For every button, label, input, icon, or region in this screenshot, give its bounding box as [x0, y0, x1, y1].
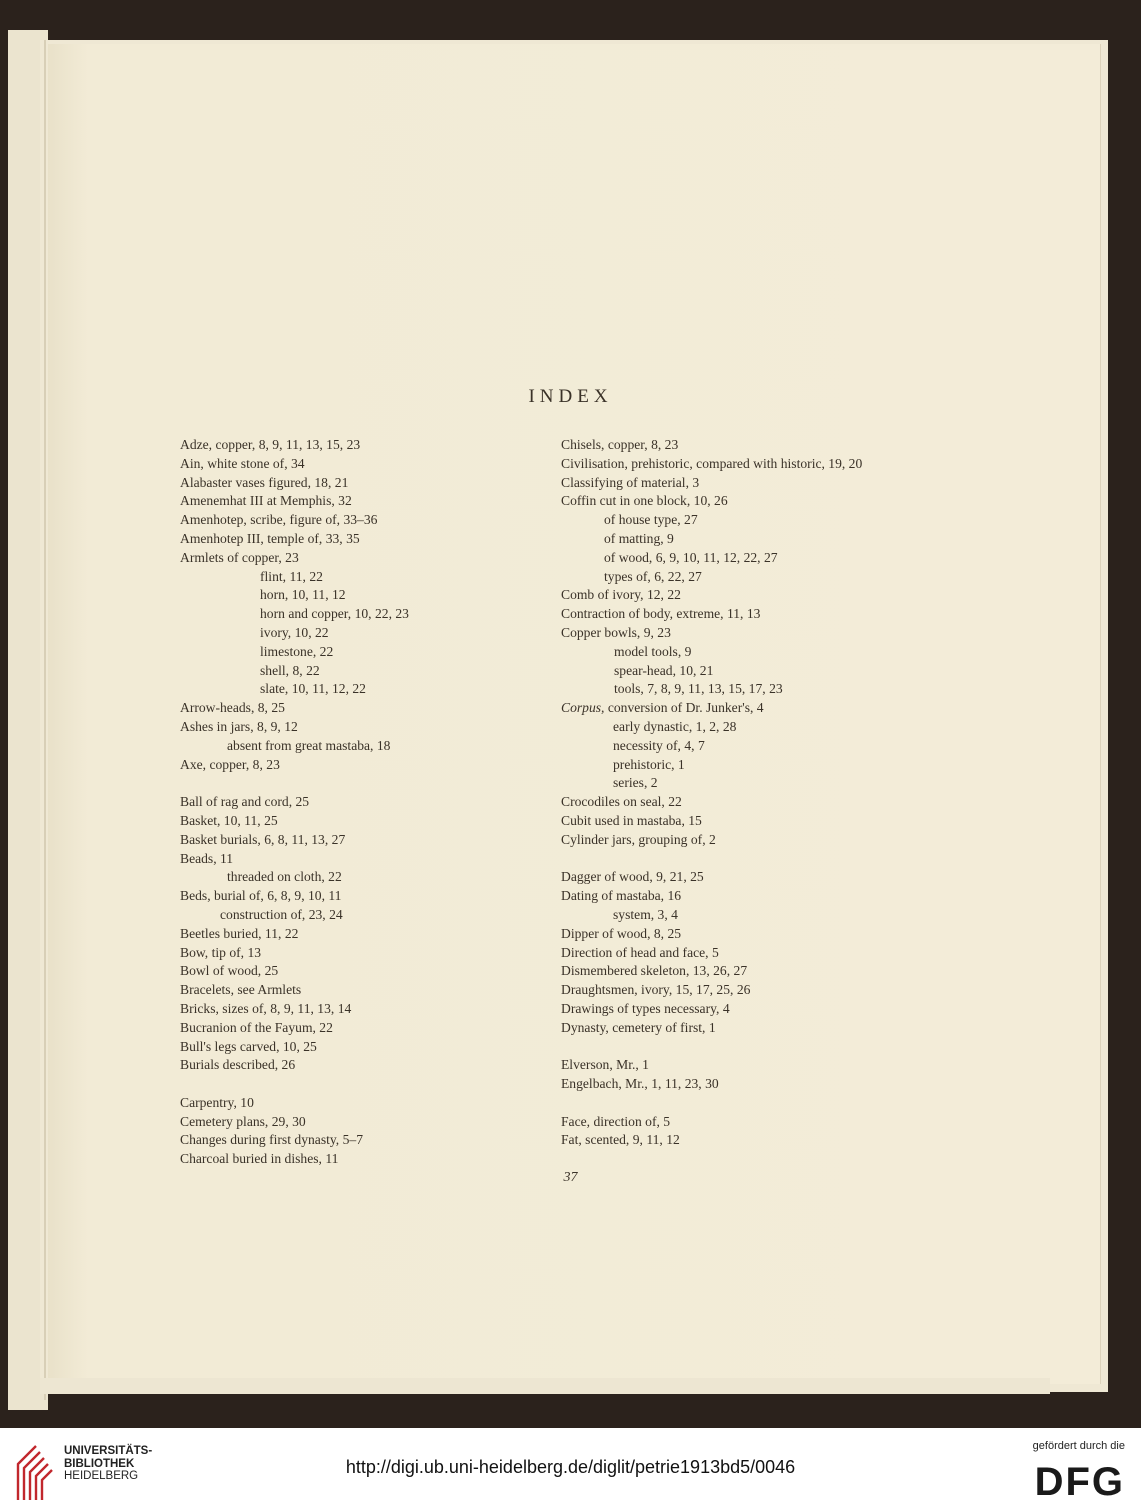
entry-text: Axe, copper, 8, 23	[180, 756, 280, 772]
funded-by-label: gefördert durch die	[1032, 1440, 1125, 1452]
index-column-right	[561, 436, 961, 1150]
entry-text: shell, 8, 22	[260, 662, 320, 678]
index-entry	[561, 455, 961, 474]
index-subentry	[180, 605, 530, 624]
entry-lead-italic: Corpus,	[561, 700, 605, 716]
page-bottom-strip	[40, 1378, 1050, 1394]
entry-text: Ball of rag and cord, 25	[180, 794, 310, 810]
index-entry	[180, 944, 530, 963]
entry-text: Adze, copper, 8, 9, 11, 13, 15, 23	[180, 437, 361, 452]
index-entry	[561, 1000, 961, 1019]
entry-text: Burials described, 26	[180, 1057, 296, 1073]
index-entry	[561, 1019, 961, 1038]
entry-text: Bow, tip of, 13	[180, 944, 262, 960]
index-subentry	[561, 718, 961, 737]
index-subentry	[180, 586, 530, 605]
index-entry	[180, 699, 530, 718]
entry-text: limestone, 22	[260, 643, 334, 659]
entry-text: Dipper of wood, 8, 25	[561, 925, 682, 941]
index-entry	[180, 474, 530, 493]
index-entry	[561, 868, 961, 887]
entry-text: Bucranion of the Fayum, 22	[180, 1019, 333, 1035]
entry-text: Face, direction of, 5	[561, 1113, 671, 1129]
entry-text: Carpentry, 10	[180, 1094, 254, 1110]
entry-text: ivory, 10, 22	[260, 624, 329, 640]
index-subentry	[561, 662, 961, 681]
index-entry	[180, 492, 530, 511]
index-entry	[180, 718, 530, 737]
entry-text: Engelbach, Mr., 1, 11, 23, 30	[561, 1076, 719, 1092]
entry-gap	[180, 774, 530, 793]
index-entry	[180, 436, 530, 455]
index-subentry	[561, 756, 961, 775]
entry-text: threaded on cloth, 22	[227, 869, 342, 885]
index-entry	[561, 944, 961, 963]
index-subentry	[180, 568, 530, 587]
index-entry	[180, 1131, 530, 1150]
entry-text: Alabaster vases figured, 18, 21	[180, 474, 349, 490]
index-entry	[561, 1056, 961, 1075]
index-subentry	[180, 624, 530, 643]
entry-gap	[561, 1038, 961, 1057]
entry-text: Bowl of wood, 25	[180, 963, 279, 979]
entry-text: Civilisation, prehistoric, compared with historic, 19, 20	[561, 455, 863, 471]
entry-text: Amenhotep, scribe, figure of, 33–36	[180, 512, 378, 528]
entry-text: Classifying of material, 3	[561, 474, 700, 490]
index-entry	[180, 850, 530, 869]
entry-text: conversion of Dr. Junker's, 4	[607, 700, 764, 716]
entry-text: Drawings of types necessary, 4	[561, 1000, 730, 1016]
index-entry	[180, 530, 530, 549]
index-subentry	[180, 662, 530, 681]
entry-text: of house type, 27	[604, 512, 698, 528]
entry-text: Dismembered skeleton, 13, 26, 27	[561, 963, 748, 979]
library-name-line-1: UNIVERSITÄTS-	[64, 1445, 153, 1457]
entry-text: prehistoric, 1	[613, 756, 685, 772]
entry-text: Changes during first dynasty, 5–7	[180, 1132, 363, 1148]
entry-text: Chisels, copper, 8, 23	[561, 437, 679, 452]
entry-gap	[561, 1094, 961, 1113]
entry-text: Elverson, Mr., 1	[561, 1057, 649, 1073]
index-entry	[561, 492, 961, 511]
index-entry	[561, 699, 961, 718]
entry-text: Beetles buried, 11, 22	[180, 925, 299, 941]
index-subentry	[561, 530, 961, 549]
index-entry	[180, 756, 530, 775]
entry-text: Draughtsmen, ivory, 15, 17, 25, 26	[561, 982, 751, 998]
index-subentry	[180, 680, 530, 699]
entry-text: Basket, 10, 11, 25	[180, 812, 278, 828]
entry-text: Copper bowls, 9, 23	[561, 624, 671, 640]
entry-text: Cylinder jars, grouping of, 2	[561, 831, 716, 847]
index-entry	[561, 1113, 961, 1132]
index-entry	[180, 962, 530, 981]
entry-text: Bull's legs carved, 10, 25	[180, 1038, 317, 1054]
entry-text: Fat, scented, 9, 11, 12	[561, 1132, 680, 1148]
index-column-left	[180, 436, 530, 1169]
entry-text: Amenhotep III, temple of, 33, 35	[180, 530, 360, 546]
entry-text: Arrow-heads, 8, 25	[180, 700, 285, 716]
index-entry	[180, 455, 530, 474]
entry-text: Dating of mastaba, 16	[561, 888, 682, 904]
entry-text: Beds, burial of, 6, 8, 9, 10, 11	[180, 888, 342, 904]
entry-text: Bricks, sizes of, 8, 9, 11, 13, 14	[180, 1000, 352, 1016]
entry-text: necessity of, 4, 7	[613, 737, 705, 753]
library-name-line-2: BIBLIOTHEK	[64, 1457, 135, 1470]
entry-text: Cubit used in mastaba, 15	[561, 812, 702, 828]
index-entry	[180, 1038, 530, 1057]
index-entry	[180, 1113, 530, 1132]
entry-text: slate, 10, 11, 12, 22	[260, 681, 366, 697]
index-entry	[561, 1131, 961, 1150]
index-subentry	[561, 568, 961, 587]
entry-text: Charcoal buried in dishes, 11	[180, 1151, 339, 1167]
index-entry	[561, 474, 961, 493]
spine-line	[44, 40, 46, 1400]
entry-text: Basket burials, 6, 8, 11, 13, 27	[180, 831, 346, 847]
entry-text: series, 2	[613, 775, 658, 791]
index-entry	[561, 586, 961, 605]
index-entry	[180, 511, 530, 530]
index-entry	[180, 793, 530, 812]
index-entry	[561, 981, 961, 1000]
index-entry	[180, 981, 530, 1000]
entry-text: Ain, white stone of, 34	[180, 455, 305, 471]
index-entry	[180, 549, 530, 568]
index-entry	[180, 1056, 530, 1075]
index-subentry	[180, 643, 530, 662]
index-entry	[180, 1000, 530, 1019]
entry-text: Crocodiles on seal, 22	[561, 794, 682, 810]
entry-text: Bracelets, see Armlets	[180, 982, 302, 998]
entry-text: spear-head, 10, 21	[614, 662, 714, 678]
index-entry	[561, 436, 961, 455]
entry-text: construction of, 23, 24	[220, 906, 343, 922]
index-entry	[561, 887, 961, 906]
entry-text: model tools, 9	[614, 643, 692, 659]
page-number: 37	[563, 1170, 578, 1185]
index-entry	[561, 1075, 961, 1094]
index-entry	[180, 1150, 530, 1169]
entry-text: Direction of head and face, 5	[561, 944, 719, 960]
index-subentry	[561, 737, 961, 756]
index-subentry	[561, 511, 961, 530]
index-entry	[180, 887, 530, 906]
entry-text: Comb of ivory, 12, 22	[561, 587, 681, 603]
entry-text: types of, 6, 22, 27	[604, 568, 702, 584]
entry-text: of wood, 6, 9, 10, 11, 12, 22, 27	[604, 549, 778, 565]
viewer-footer	[0, 1428, 1141, 1512]
entry-text: horn, 10, 11, 12	[260, 587, 346, 603]
entry-text: Dagger of wood, 9, 21, 25	[561, 869, 704, 885]
entry-gap	[180, 1075, 530, 1094]
entry-text: of matting, 9	[604, 530, 674, 546]
index-entry	[561, 962, 961, 981]
index-subentry	[180, 737, 530, 756]
index-entry	[180, 1019, 530, 1038]
index-entry	[180, 1094, 530, 1113]
document-url-link[interactable]: http://digi.ub.uni-heidelberg.de/diglit/petrie1913bd5/0046	[345, 1457, 796, 1477]
index-entry	[561, 793, 961, 812]
entry-text: Contraction of body, extreme, 11, 13	[561, 606, 761, 622]
dfg-logo[interactable]: DFG	[1034, 1460, 1125, 1504]
index-subentry	[561, 774, 961, 793]
index-subentry	[561, 680, 961, 699]
entry-text: absent from great mastaba, 18	[227, 737, 391, 753]
index-entry	[180, 812, 530, 831]
entry-text: Amenemhat III at Memphis, 32	[180, 493, 352, 509]
library-name-line-3: HEIDELBERG	[64, 1470, 139, 1482]
entry-text: system, 3, 4	[613, 906, 678, 922]
entry-text: flint, 11, 22	[260, 568, 323, 584]
index-entry	[561, 831, 961, 850]
index-subentry	[561, 643, 961, 662]
entry-text: Coffin cut in one block, 10, 26	[561, 493, 728, 509]
page-title: INDEX	[528, 386, 613, 407]
index-subentry	[561, 549, 961, 568]
index-entry	[180, 831, 530, 850]
index-subentry	[180, 906, 530, 925]
entry-text: tools, 7, 8, 9, 11, 13, 15, 17, 23	[614, 681, 783, 697]
entry-gap	[561, 850, 961, 869]
entry-text: Armlets of copper, 23	[180, 549, 299, 565]
index-entry	[180, 925, 530, 944]
index-entry	[561, 624, 961, 643]
entry-text: Ashes in jars, 8, 9, 12	[180, 718, 298, 734]
index-entry	[561, 812, 961, 831]
entry-text: early dynastic, 1, 2, 28	[613, 718, 737, 734]
entry-text: Beads, 11	[180, 850, 234, 866]
index-subentry	[180, 868, 530, 887]
entry-text: Dynasty, cemetery of first, 1	[561, 1019, 716, 1035]
index-entry	[561, 925, 961, 944]
entry-text: Cemetery plans, 29, 30	[180, 1113, 306, 1129]
index-subentry	[561, 906, 961, 925]
entry-text: horn and copper, 10, 22, 23	[260, 606, 409, 622]
index-entry	[561, 605, 961, 624]
